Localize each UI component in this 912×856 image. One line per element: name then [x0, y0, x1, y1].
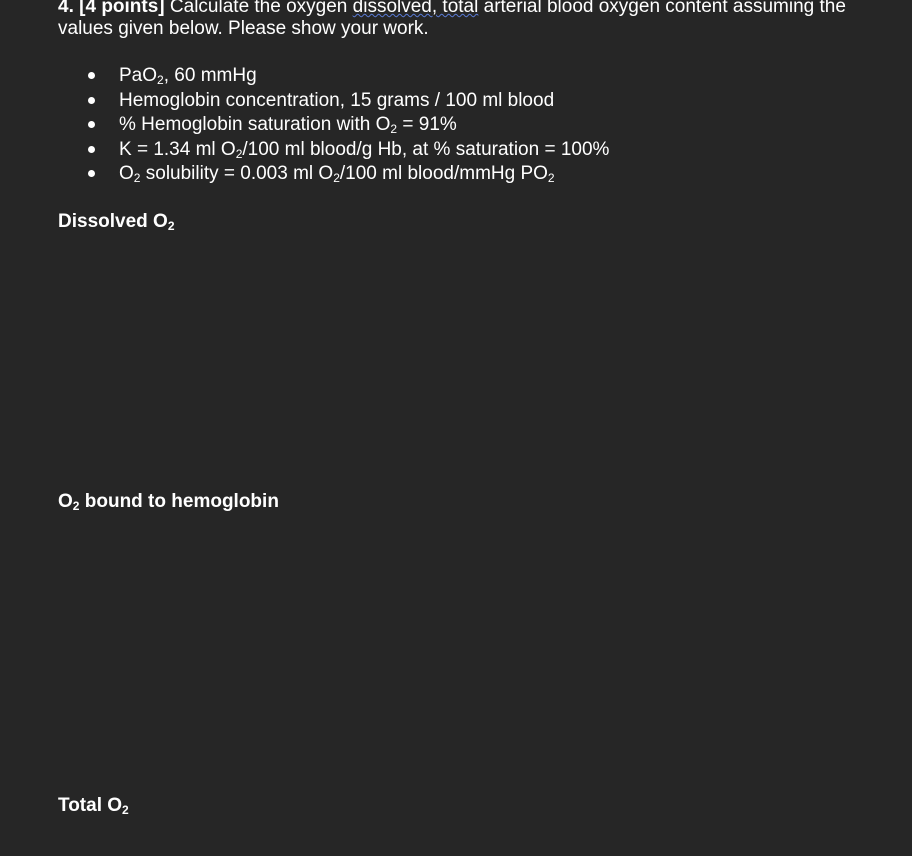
bullet-text: O — [119, 163, 134, 184]
bullet-icon — [88, 146, 95, 153]
list-item — [84, 138, 609, 163]
question-text-after: arterial blood oxygen content assuming the values given below. Please show your work. — [58, 0, 846, 39]
section-heading-bound — [58, 491, 279, 513]
bullet-text: = 91% — [397, 114, 457, 135]
heading-text: bound to hemoglobin — [79, 491, 279, 512]
bullet-text: % Hemoglobin saturation with O — [119, 114, 391, 135]
list-item — [84, 64, 609, 89]
list-item — [84, 162, 609, 187]
bullet-text: Hemoglobin concentration, 15 grams / 100 ml blood — [119, 89, 555, 111]
subscript: 2 — [235, 146, 243, 161]
heading-text: Dissolved O — [58, 211, 168, 232]
bullet-text: solubility = 0.003 ml O — [140, 163, 334, 184]
question-number: 4. — [58, 0, 74, 17]
bullet-icon — [88, 170, 95, 177]
subscript: 2 — [167, 219, 175, 233]
section-heading-dissolved — [58, 211, 175, 233]
given-values-list — [84, 64, 609, 187]
bullet-icon — [88, 97, 95, 104]
bullet-text: K = 1.34 ml O — [119, 138, 236, 160]
subscript: 2 — [547, 171, 555, 185]
subscript: 2 — [333, 171, 340, 185]
list-item — [84, 89, 609, 114]
bullet-text: /100 ml blood/g Hb, at % saturation = 100% — [242, 138, 610, 160]
bullet-text: PaO — [119, 65, 158, 86]
list-item — [84, 113, 609, 138]
question-underlined-text: dissolved, total — [352, 0, 479, 17]
bullet-text: , 60 mmHg — [163, 65, 257, 86]
bullet-text: /100 ml blood/mmHg PO — [339, 163, 548, 184]
subscript: 2 — [133, 171, 141, 185]
subscript: 2 — [122, 803, 129, 817]
subscript: 2 — [157, 73, 164, 87]
heading-text: O — [58, 491, 73, 512]
question-text — [58, 0, 898, 40]
question-points: [4 points] — [79, 0, 165, 17]
question-text-before: Calculate the oxygen — [164, 0, 353, 17]
heading-text: Total O — [58, 795, 123, 816]
bullet-icon — [88, 72, 95, 79]
bullet-icon — [88, 121, 95, 128]
subscript: 2 — [72, 499, 80, 513]
section-heading-total — [58, 795, 129, 817]
subscript: 2 — [390, 122, 398, 136]
